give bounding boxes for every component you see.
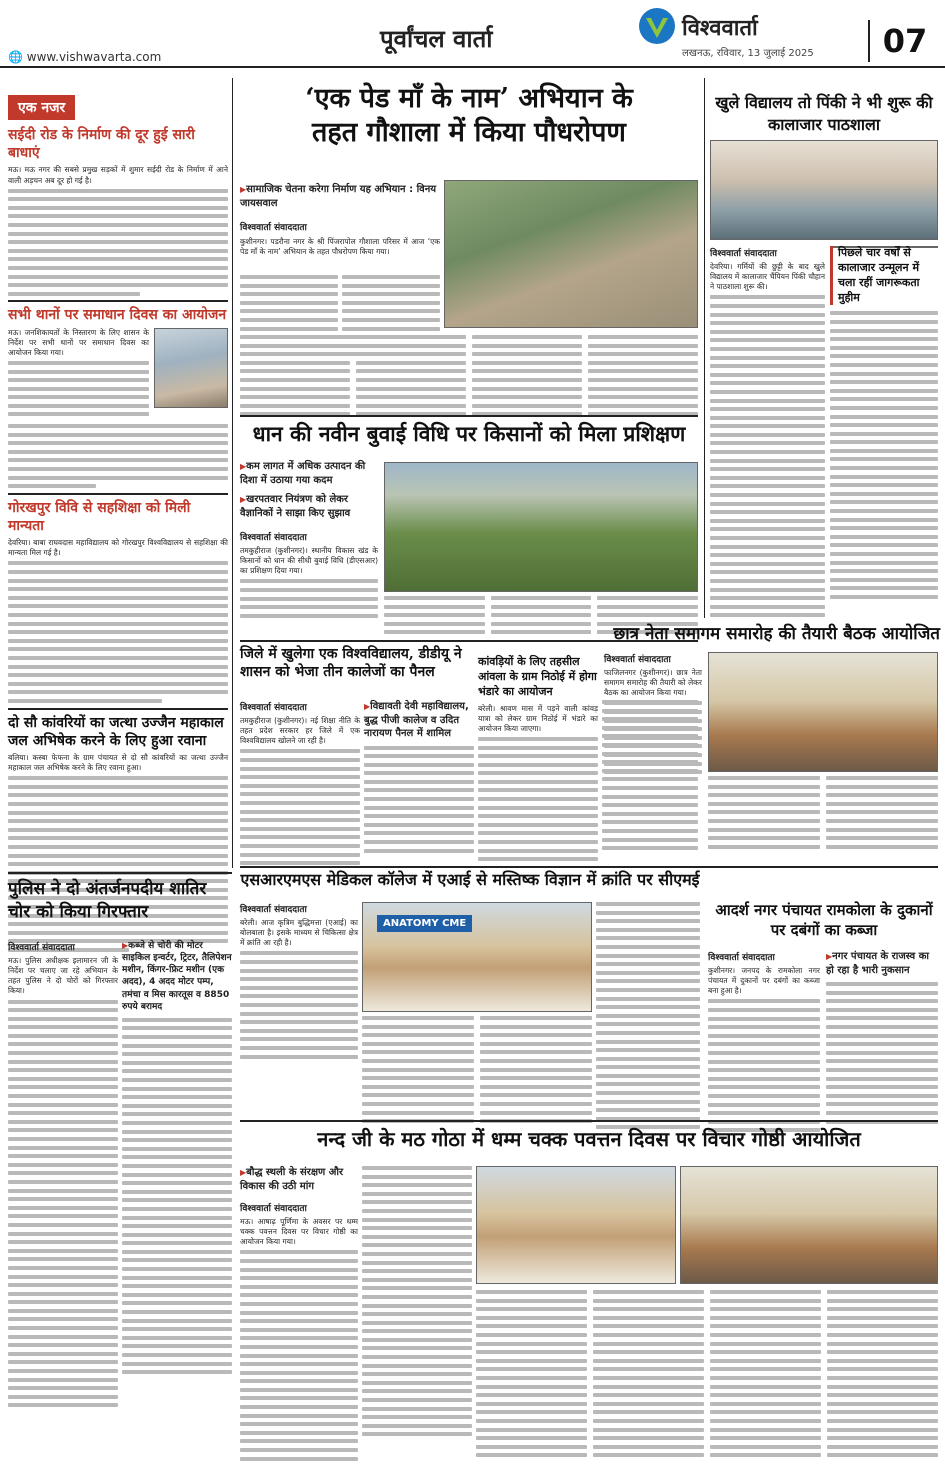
brief-item (8, 126, 228, 296)
story-byline: विश्ववार्ता संवाददाता (240, 703, 307, 713)
ek-nazar-tag: एक नजर (8, 95, 75, 120)
brief-item (8, 306, 228, 488)
story-body-columns (240, 335, 698, 421)
story-bullet: ▶ विद्यावती देवी महाविद्यालय, बुद्ध पीजी कालेज व उदित नारायण पैनल में शामिल (364, 700, 474, 741)
pathshala-pull-quote (830, 246, 938, 604)
divider (8, 872, 232, 874)
divider (8, 708, 228, 710)
story-byline: विश्ववार्ता संवाददाता (8, 943, 75, 953)
story-chhatra (560, 623, 940, 645)
story-body-columns (476, 1290, 938, 1462)
story-pathshala (710, 92, 938, 135)
divider (240, 415, 698, 417)
story-headline: खुले विद्यालय तो पिंकी ने भी शुरू की कालाजार पाठशाला (715, 93, 933, 134)
story-vishwavidyalaya (240, 645, 470, 681)
gaushala-photo (444, 180, 698, 328)
story-lead: तमकुहीराज (कुशीनगर)। स्थानीय विकास खंड के किसानों को धान की सीधी बुवाई विधि (डीएसआर) का प्रशिक्षण दिया गया। (240, 546, 378, 576)
divider (8, 300, 228, 302)
brief-item (8, 499, 228, 703)
divider (240, 1120, 938, 1122)
story-lead: मऊ। पुलिस अधीक्षक इलामारन जी के निर्देश पर चलाए जा रहे अभियान के तहत पुलिस ने दो चोरों को गिरफ्तार किया। (8, 956, 118, 996)
divider (8, 493, 228, 495)
chhatra-text (604, 652, 702, 779)
chhatra-photo (708, 652, 938, 772)
gaushala-bullets (240, 183, 440, 257)
story-lead: कुशीनगर। जनपद के रामकोला नगर पंचायत में दुकानों पर दबंगों का कब्जा बना हुआ है। (708, 966, 820, 996)
police-photo (154, 328, 228, 408)
story-dhamma (240, 1126, 938, 1152)
banner-text: ANATOMY CME (377, 915, 472, 932)
story-lead: तमकुहीराज (कुशीनगर)। नई शिक्षा नीति के तहत प्रदेश सरकार हर जिले में एक विश्वविद्यालय खोलने जा रही है। (240, 716, 360, 746)
vishwavidyalaya-text (240, 700, 360, 870)
story-police (8, 878, 234, 924)
brief-lead: मऊ। मऊ नगर की सबसे प्रमुख सड़कों में शुमार सईदी रोड के निर्माण में आने वाली अड़चन अब दूर हो गई है। (8, 165, 228, 185)
story-bullet: ▶ खरपतवार नियंत्रण को लेकर वैज्ञानिकों ने साझा किए सुझाव (240, 493, 378, 520)
story-byline: विश्ववार्ता संवाददाता (604, 655, 671, 665)
story-ramkola (708, 900, 940, 941)
dhamma-photo-2 (680, 1166, 938, 1284)
story-byline: विश्ववार्ता संवाददाता (240, 1204, 307, 1214)
brief-lead: मऊ। जनशिकायतों के निस्तारण के लिए शासन के निर्देश पर सभी थानों पर समाधान दिवस का आयोजन किया गया। (8, 327, 149, 357)
story-body-lines (596, 902, 700, 1134)
brand-name: विश्ववार्ता (682, 15, 758, 41)
story-srms (240, 870, 700, 891)
story-gaushala (240, 82, 698, 150)
pull-quote: पिछले चार वर्षों से कालाजार उन्मूलन में चला रहीं जागरूकता मुहीम (830, 246, 938, 305)
story-headline: आदर्श नगर पंचायत रामकोला के दुकानों पर दबंगों का कब्जा (715, 901, 933, 940)
story-headline: ‘एक पेड माँ के नाम’ अभियान के तहत गौशाला में किया पौधरोपण (305, 83, 633, 148)
globe-icon: 🌐 (8, 50, 23, 64)
story-byline: विश्ववार्ता संवाददाता (240, 533, 307, 543)
pathshala-text (710, 246, 825, 622)
brief-body-lines (8, 189, 228, 296)
story-headline: नन्द जी के मठ गोठा में धम्म चक्क पवत्तन दिवस पर विचार गोष्ठी आयोजित (317, 1127, 861, 1151)
column-divider (232, 78, 233, 868)
brief-headline: दो सौ कांवरियों का जत्था उज्जैन महाकाल जल अभिषेक करने के लिए हुआ रवाना (8, 714, 224, 749)
brief-body-lines (8, 361, 149, 417)
dhan-text (240, 460, 378, 622)
story-bullet: ▶ सामाजिक चेतना करेगा निर्माण यह अभियान : विनय जायसवाल (240, 183, 440, 210)
story-lead: बरेली। आज कृत्रिम बुद्धिमत्ता (एआई) का बोलबाला है। इसके माध्यम से चिकित्सा क्षेत्र में क्रांति आ रही है। (240, 918, 358, 948)
ramkola-bullet (826, 950, 938, 1128)
srms-text (240, 902, 358, 1063)
dhamma-text (240, 1166, 358, 1465)
story-headline: पुलिस ने दो अंतर्जनपदीय शातिर चोर को किया गिरफ्तार (8, 879, 207, 922)
column-divider (704, 78, 705, 618)
brief-lead: देवरिया। बाबा राघवदास महाविद्यालय को गोरखपुर विश्वविद्यालय से सहशिक्षा की मान्यता मिल गई है। (8, 538, 228, 558)
story-lead: कुशीनगर। पडरौना नगर के श्री पिंजरापोल गौशाला परिसर में आज ‘एक पेड माँ के नाम’ अभियान के तहत पौधरोपण किया गया। (240, 237, 440, 257)
story-headline: कांवड़ियों के लिए तहसील आंवला के ग्राम निठोई में होगा भंडारे का आयोजन (478, 655, 597, 698)
police-bullet (122, 940, 232, 1379)
story-headline: छात्र नेता समागम समारोह की तैयारी बैठक आयोजित (613, 624, 940, 644)
story-body-lines (362, 1166, 472, 1441)
police-text (8, 940, 118, 1412)
story-byline: विश्ववार्ता संवाददाता (240, 905, 307, 915)
story-headline: धान की नवीन बुवाई विधि पर किसानों को मिला प्रशिक्षण (252, 421, 686, 446)
brief-headline: गोरखपुर विवि से सहशिक्षा को मिली मान्यता (8, 499, 191, 534)
section-title: पूर्वांचल वार्ता (380, 24, 493, 53)
brand-logo-icon (636, 6, 678, 46)
ramkola-text (708, 950, 820, 1137)
story-byline: विश्ववार्ता संवाददाता (710, 249, 777, 259)
story-dhan (240, 420, 698, 447)
srms-photo (362, 902, 592, 1012)
brief-headline: सईदी रोड के निर्माण की दूर हुई सारी बाधाएं (8, 127, 195, 162)
website-url[interactable]: 🌐 www.vishwavarta.com (8, 50, 162, 64)
masthead (0, 0, 945, 68)
dhamma-photo-1 (476, 1166, 676, 1284)
story-bullet: ▶ कम लागत में अधिक उत्पादन की दिशा में उठाया गया कदम (240, 460, 378, 487)
story-bullet: ▶ नगर पंचायत के राजस्व का हो रहा है भारी नुकसान (826, 950, 938, 977)
ek-nazar-column (8, 95, 228, 957)
story-bullet: ▶ कब्जे से चोरी की मोटर साइकिल इन्वर्टर, ट्रिटर, तैलिपेशन मशीन, किंगर-फ्रिट मशीन (एक अदद), 4 अदद मोटर पम्प, तमंचा व मिस कारतूस व 8850 रुपये बरामद (122, 940, 232, 1013)
story-headline: एसआरएमएस मेडिकल कॉलेज में एआई से मस्तिष्क विज्ञान में क्रांति पर सीएमई (240, 870, 700, 889)
brief-body-lines (8, 561, 228, 703)
brief-body-lines (8, 424, 228, 488)
brief-lead: बलिया। कस्बा फेफना के ग्राम पंचायत से दो सौ कांवरियों का जत्था उज्जैन महाकाल जल अभिषेक करने के लिए रवाना हुआ। (8, 752, 228, 773)
divider (240, 866, 938, 868)
story-kanwar (478, 655, 598, 866)
dhan-photo (384, 462, 698, 592)
brief-headline: सभी थानों पर समाधान दिवस का आयोजन (8, 307, 227, 324)
story-lead: देवरिया। गर्मियों की छुट्टी के बाद खुले विद्यालय में कालाजार चैंपियन पिंकी चौहान ने पाठशाला शुरू की। (710, 262, 825, 292)
story-lead: बरेली। श्रावण मास में पड़ने वाली कांवड़ यात्रा को लेकर ग्राम निठोई में भंडारे का आयोजन किया जाएगा। (478, 703, 598, 733)
story-lead: मऊ। आषाढ़ पूर्णिमा के अवसर पर धम्म चक्क पवत्तन दिवस पर विचार गोष्ठी का आयोजन किया गया। (240, 1217, 358, 1247)
dateline: लखनऊ, रविवार, 13 जुलाई 2025 (682, 48, 814, 59)
page-number: 07 (868, 20, 940, 62)
story-byline: विश्ववार्ता संवाददाता (708, 953, 775, 963)
story-lead: फाजिलनगर (कुशीनगर)। छात्र नेता समागम समारोह की तैयारी को लेकर बैठक का आयोजन किया गया। (604, 668, 702, 698)
story-body-columns (708, 776, 938, 853)
brief-body-lines (8, 776, 228, 952)
story-body-columns (362, 1016, 592, 1128)
vishwavidyalaya-bullet (364, 700, 474, 857)
story-bullet: ▶ बौद्ध स्थली के संरक्षण और विकास की उठी मांग (240, 1166, 358, 1193)
story-headline: जिले में खुलेगा एक विश्वविद्यालय, डीडीयू ने शासन को भेजा तीन कालेजों का पैनल (240, 646, 462, 681)
story-byline: विश्ववार्ता संवाददाता (240, 223, 307, 233)
pathshala-photo (710, 140, 938, 240)
